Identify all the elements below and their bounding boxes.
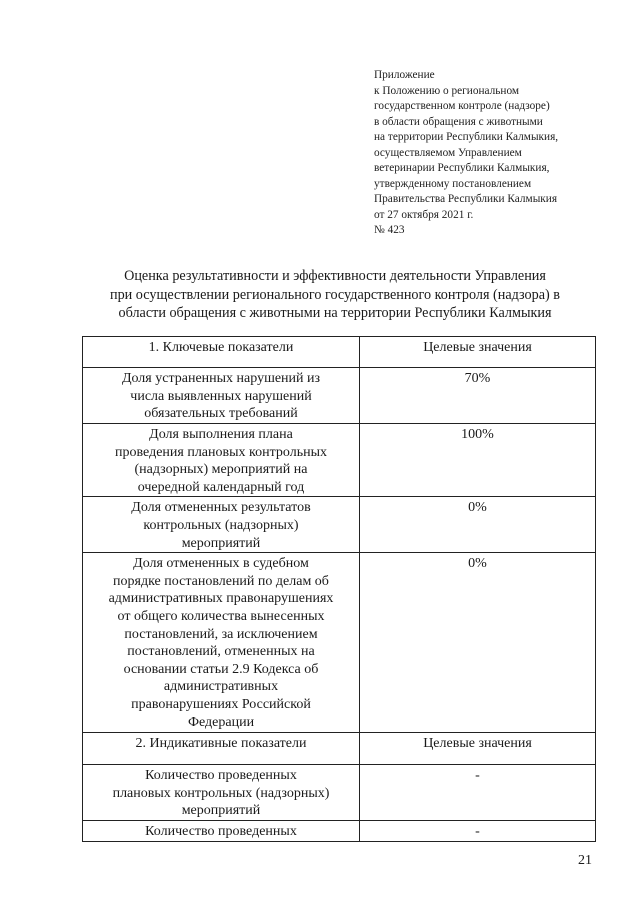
table-header-row [83,337,596,368]
table-row [83,424,596,497]
target-value-cell [360,497,596,553]
table-row [83,765,596,821]
appendix-line: Приложение [374,69,435,81]
indicator-cell [83,765,360,821]
cell-line: 1. Ключевые показатели [148,340,294,355]
cell-line: основании статьи 2.9 Кодекса об [123,661,319,677]
header-cell-indicative [83,733,360,765]
cell-line: Целевые значения [423,340,532,355]
appendix-line: на территории Республики Калмыкия, [374,131,559,143]
table-row [83,497,596,553]
cell-line: обязательных требований [144,406,298,422]
cell-line: 0% [468,500,487,516]
appendix-line: от 27 октября 2021 г. [374,208,474,221]
table-row [83,553,596,733]
cell-line: проведения плановых контрольных [115,444,327,460]
cell-line: Количество проведенных [145,768,297,784]
title-line: при осуществлении регионального государственного контроля (надзора) в [109,286,560,303]
cell-line: числа выявленных нарушений [130,388,312,404]
cell-line: - [475,768,480,784]
header-cell-indicators [83,337,360,368]
indicator-cell [83,368,360,424]
cell-line: порядке постановлений по делам об [113,573,329,589]
cell-line: плановых контрольных (надзорных) [112,785,330,801]
target-value-cell [360,765,596,821]
target-value-cell [360,820,596,841]
appendix-line: ветеринарии Республики Калмыкия, [374,162,550,174]
indicator-cell [83,553,360,733]
appendix-line: осуществляемом Управлением [374,146,522,159]
title-line: Оценка результативности и эффективности деятельности Управления [124,268,546,284]
indicator-cell [83,497,360,553]
header-cell-target-values [360,733,596,765]
cell-line: Доля устраненных нарушений из [121,371,321,386]
title-line: области обращения с животными на территории Республики Калмыкия [118,305,552,321]
indicator-cell [83,820,360,841]
appendix-note [374,68,624,239]
appendix-line: к Положению о региональном [374,84,520,97]
cell-line: мероприятий [181,803,261,819]
cell-line: от общего количества вынесенных [117,608,325,624]
cell-line: 2. Индикативные показатели [135,736,307,752]
cell-line: очередной календарный год [137,479,305,495]
table-header-row [83,733,596,765]
appendix-line: в области обращения с животными [374,115,543,128]
cell-line: административных [163,679,279,695]
appendix-line: государственном контроле (надзоре) [374,100,550,112]
cell-line: 70% [464,371,491,386]
cell-line: 0% [468,556,487,572]
appendix-line: Правительства Республики Калмыкия [374,193,558,205]
appendix-line: № 423 [374,224,405,236]
page-number: 21 [578,853,592,868]
cell-line: 100% [461,427,494,442]
indicator-cell [83,424,360,497]
cell-line: (надзорных) мероприятий на [134,462,308,478]
header-cell-target-values [360,337,596,368]
cell-line: Федерации [187,714,255,730]
cell-line: Доля выполнения плана [149,427,293,442]
document-title [70,267,600,323]
cell-line: Количество проведенных [145,823,297,839]
cell-line: постановлений, за исключением [124,626,318,642]
cell-line: постановлений, отмененных на [127,644,315,660]
cell-line: административных правонарушениях [108,591,334,607]
target-value-cell [360,424,596,497]
cell-line: мероприятий [181,535,261,551]
table-row [83,820,596,841]
cell-line: - [475,823,480,839]
cell-line: контрольных (надзорных) [143,517,299,533]
cell-line: Целевые значения [423,736,532,752]
appendix-line: утвержденному постановлением [374,177,532,190]
table-row [83,368,596,424]
target-value-cell [360,368,596,424]
target-value-cell [360,553,596,733]
cell-line: правонарушениях Российской [131,696,311,712]
cell-line: Доля отмененных в судебном [133,556,309,572]
cell-line: Доля отмененных результатов [131,500,311,516]
indicators-table [82,336,596,842]
